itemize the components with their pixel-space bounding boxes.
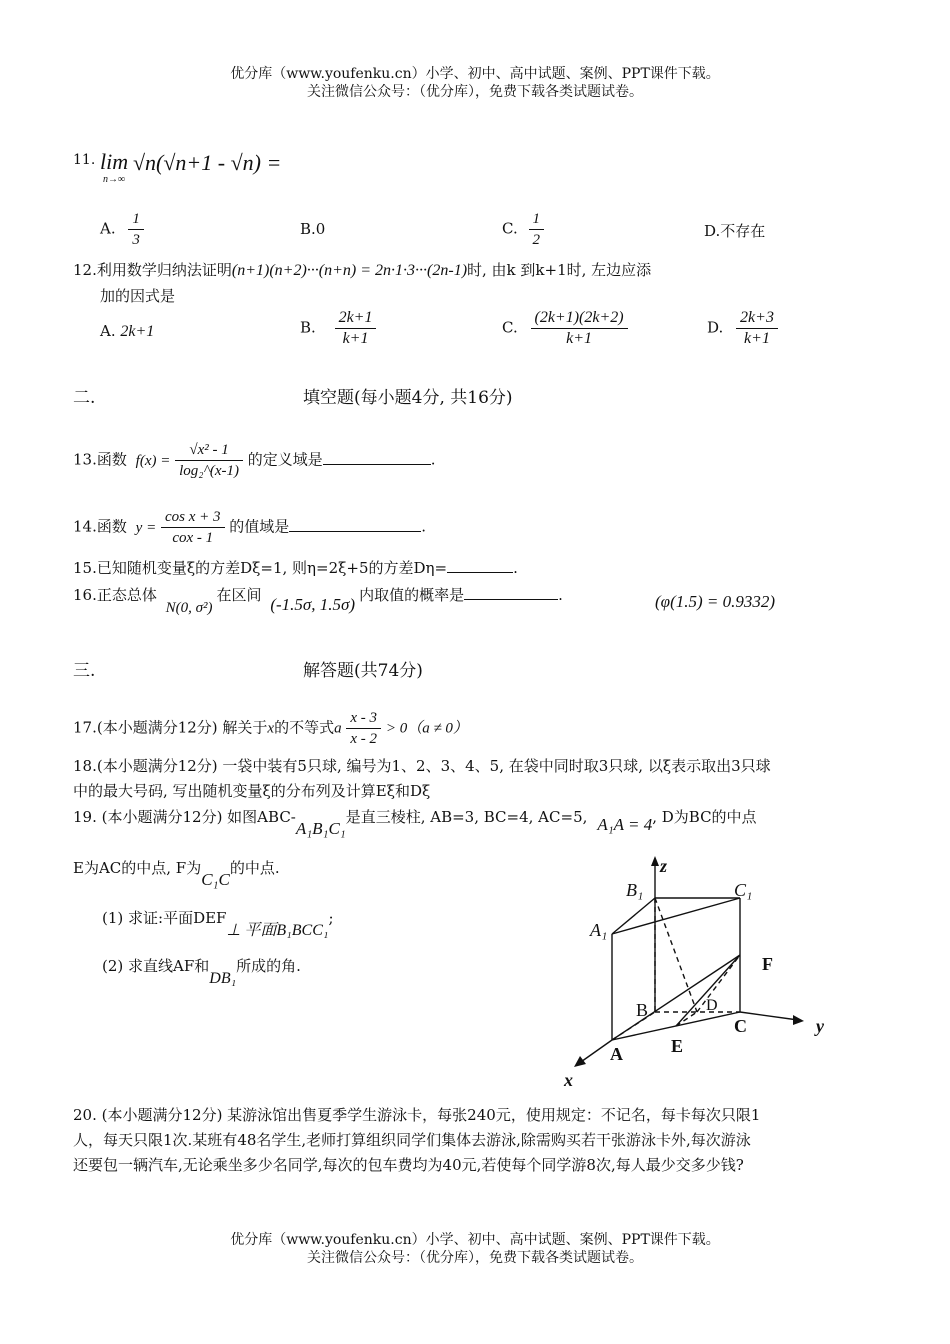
q19-aa1: A₁A = 4: [597, 815, 653, 834]
q12-text: 时, 由k 到k+1时, 左边应添: [467, 261, 652, 279]
q13-text: 函数: [96, 450, 127, 469]
q12-option-c: [502, 308, 628, 349]
label-f: F: [762, 954, 773, 974]
q19-db1: DB₁: [209, 970, 237, 987]
q12-line-1: [73, 259, 651, 280]
q20-line-3: 还要包一辆汽车,无论乘坐多少名同学,每次的包车费均为40元,若使每个同学游8次,每人最少交多少钱?: [73, 1156, 744, 1174]
q16-interval: (-1.5σ, 1.5σ): [270, 595, 356, 614]
q19-text: 是直三棱柱, AB=3, BC=4, AC=5,: [345, 808, 588, 826]
frac-num: 1: [128, 209, 144, 230]
q13-end: .: [430, 450, 436, 469]
q19-part-1-end: ;: [328, 909, 334, 927]
option-text: 2k+1: [120, 323, 155, 340]
q13-number: 13.: [73, 450, 97, 469]
x-arrow: [574, 1056, 586, 1067]
option-label: B.: [300, 318, 316, 337]
header-line-2: 关注微信公众号：（优分库），免费下载各类试题试卷。: [307, 84, 643, 100]
q17-var: x: [267, 720, 275, 737]
q19-c1c: C₁C: [201, 870, 230, 889]
q14-end: .: [421, 517, 427, 536]
option-label: D.: [704, 222, 721, 240]
edge-a1c1: [612, 898, 740, 934]
frac-den: k+1: [342, 330, 369, 347]
option-label: A.: [100, 219, 116, 238]
q14-y: y =: [135, 519, 157, 536]
q11-expr-b: - √n) =: [212, 150, 282, 175]
q11-option-b: [300, 220, 325, 238]
option-label: B.: [300, 220, 316, 238]
q11-number: 11.: [73, 152, 96, 168]
q11-option-a: [100, 209, 144, 250]
label-d: D: [706, 997, 718, 1014]
q11-option-d: [704, 220, 765, 241]
frac-num: √x² - 1: [175, 440, 243, 461]
q19-text: 19. (本小题满分12分) 如图ABC-: [73, 808, 296, 826]
q19-part-1-formula: ⊥ 平面B₁BCC₁: [226, 922, 329, 939]
q17: [73, 708, 468, 749]
frac-num: 2k+3: [736, 308, 778, 329]
frac-den: 2: [532, 232, 540, 248]
frac-num: x - 3: [346, 708, 381, 729]
q12-option-d: [707, 308, 778, 349]
section-2-title: 填空题(每小题4分, 共16分): [303, 388, 513, 408]
q12-number: 12.: [73, 261, 97, 279]
option-text: 0: [315, 220, 326, 238]
frac-den: log₂^(x-1): [179, 463, 239, 479]
q13-answer-blank[interactable]: [323, 450, 431, 465]
option-label: C.: [502, 318, 518, 337]
q12-formula: (n+1)(n+2)···(n+n) = 2n·1·3···(2n-1): [231, 262, 468, 279]
q19-line-2: [73, 857, 280, 889]
q13: [73, 440, 436, 481]
q19-prism: A₁B₁C₁: [295, 819, 346, 838]
label-e: E: [671, 1036, 684, 1056]
q16-end: .: [558, 586, 563, 604]
q16-note: (φ(1.5) = 0.9332): [655, 592, 776, 611]
q18-line-2: 中的最大号码, 写出随机变量ξ的分布列及计算Eξ和Dξ: [73, 782, 431, 800]
line-df: [697, 955, 740, 1012]
q16-dist: N(0, σ²): [165, 600, 213, 616]
q19-text: , D为BC的中点: [652, 808, 757, 826]
q18-line-1: 18.(本小题满分12分) 一袋中装有5只球, 编号为1、2、3、4、5, 在袋中同时取3只球, 以ξ表示取出3只球: [73, 757, 771, 775]
q11: [73, 150, 281, 186]
frac-num: 2k+1: [335, 308, 377, 329]
q12-line-2: 加的因式是: [100, 287, 176, 305]
frac-den: cox - 1: [172, 530, 214, 546]
q19-part-2-text: (2) 求直线AF和: [102, 957, 210, 975]
q19-text: 的中点.: [229, 859, 280, 877]
label-z: z: [660, 856, 668, 876]
q16-answer-blank[interactable]: [464, 585, 558, 600]
q20-line-2: 人，每天只限1次.某班有48名学生,老师打算组织同学们集体去游泳,除需购买若干张游泳卡外,每次游泳: [73, 1131, 751, 1149]
q14: [73, 507, 426, 548]
option-label: D.: [707, 318, 724, 337]
q16-text: 在区间: [216, 586, 262, 604]
q19-part-2-text: 所成的角.: [236, 957, 301, 975]
label-c: C: [734, 1016, 747, 1036]
z-arrow: [651, 856, 659, 866]
q15: [73, 557, 518, 578]
section-3-title: 解答题(共74分): [303, 661, 423, 681]
q19-line-1: [73, 806, 757, 838]
y-axis: [740, 1012, 798, 1020]
q15-text: 15.已知随机变量ξ的方差Dξ=1, 则η=2ξ+5的方差Dη=: [73, 559, 448, 577]
frac-den: x - 2: [350, 731, 378, 747]
q14-number: 14.: [73, 517, 97, 536]
frac-num: (2k+1)(2k+2): [531, 308, 628, 329]
footer-line-1: 优分库（www.youfenku.cn）小学、初中、高中试题、案例、PPT课件下载。: [230, 1232, 720, 1248]
q14-text: 的值域是: [229, 517, 290, 536]
frac-num: 1: [529, 209, 545, 230]
label-x: x: [564, 1070, 573, 1090]
q12-option-b: [300, 308, 376, 349]
q19-part-2: [102, 955, 301, 987]
section-2-number: 二.: [73, 388, 96, 408]
y-arrow: [793, 1015, 804, 1025]
option-text: 不存在: [720, 222, 766, 240]
q11-expr-a: √n(√n+1: [132, 150, 213, 175]
q19-part-1: [102, 905, 334, 939]
option-label: C.: [502, 219, 518, 238]
q12-text: 利用数学归纳法证明: [96, 261, 232, 279]
q19-text: E为AC的中点, F为: [73, 859, 202, 877]
q16: [73, 584, 563, 616]
section-3-number: 三.: [73, 661, 96, 681]
q16-text: 内取值的概率是: [359, 586, 465, 604]
q14-text: 函数: [96, 517, 127, 536]
q14-answer-blank[interactable]: [289, 517, 421, 532]
q15-end: .: [513, 559, 518, 577]
label-a1: A₁: [590, 920, 608, 940]
line-af: [612, 955, 740, 1040]
q12-option-a: [100, 322, 154, 341]
q20-line-1: 20. (本小题满分12分) 某游泳馆出售夏季学生游泳卡，每张240元，使用规定：不记名，每卡每次只限1: [73, 1106, 761, 1124]
label-b: B: [636, 1000, 649, 1020]
frac-num: cos x + 3: [161, 507, 225, 528]
q17-tail: > 0（a ≠ 0）: [385, 720, 468, 737]
q13-text: 的定义域是: [247, 450, 323, 469]
q17-a: a: [334, 720, 342, 737]
q11-lim: lim: [100, 149, 129, 174]
footer-line-2: 关注微信公众号：（优分库），免费下载各类试题试卷。: [307, 1250, 643, 1266]
label-c1: C₁: [734, 880, 753, 900]
q19-part-1-text: (1) 求证:平面DEF: [102, 909, 227, 927]
q16-text: 正态总体: [96, 586, 157, 604]
label-a: A: [610, 1044, 623, 1064]
q17-text: 的不等式: [274, 718, 335, 737]
option-label: A.: [100, 322, 116, 340]
label-b1: B₁: [626, 880, 644, 900]
q16-number: 16.: [73, 586, 97, 604]
q11-lim-sub: n→∞: [103, 174, 126, 185]
header-line-1: 优分库（www.youfenku.cn）小学、初中、高中试题、案例、PPT课件下载。: [230, 66, 720, 82]
q15-answer-blank[interactable]: [447, 558, 513, 573]
q11-option-c: [502, 209, 544, 250]
frac-den: k+1: [744, 330, 770, 347]
frac-den: k+1: [566, 330, 592, 347]
label-y: y: [816, 1016, 824, 1036]
line-db1: [655, 898, 697, 1012]
frac-den: 3: [132, 232, 140, 248]
prism-figure: [560, 850, 860, 1095]
q13-fx: f(x) =: [135, 452, 171, 469]
q17-text: 17.(本小题满分12分) 解关于: [73, 718, 268, 737]
